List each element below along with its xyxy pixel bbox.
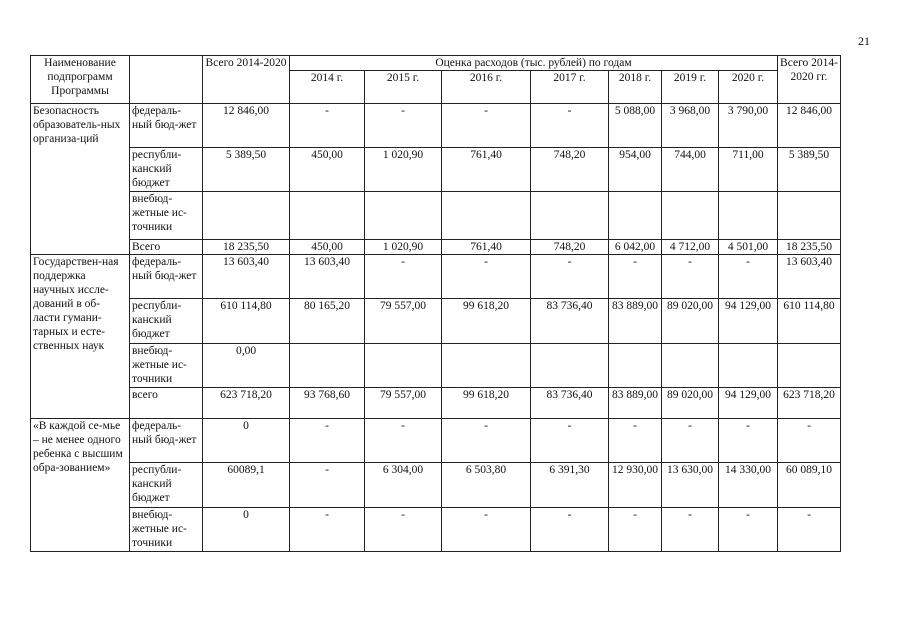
year-value	[365, 344, 442, 388]
total-value: 5 389,50	[203, 148, 290, 192]
year-value: -	[365, 255, 442, 299]
table-row	[31, 388, 841, 419]
year-value: 711,00	[719, 148, 778, 192]
funding-source: внебюд-жетные ис-точники	[130, 192, 203, 240]
year-value: 79 557,00	[365, 299, 442, 344]
table-body	[31, 104, 841, 552]
year-value: 94 129,00	[719, 388, 778, 419]
year-value: -	[365, 508, 442, 552]
year-value: 6 042,00	[609, 240, 662, 255]
year-value: 5 088,00	[609, 104, 662, 148]
year-value: 748,20	[531, 148, 609, 192]
year-value	[662, 192, 719, 240]
year-value: -	[442, 419, 531, 463]
total-value: 13 603,40	[203, 255, 290, 299]
sum-value: 623 718,20	[778, 388, 841, 419]
funding-source: федераль-ный бюд-жет	[130, 255, 203, 299]
sum-value: 13 603,40	[778, 255, 841, 299]
header-name: Наименование подпрограмм Программы	[31, 56, 130, 104]
year-value: 3 790,00	[719, 104, 778, 148]
sum-value: -	[778, 419, 841, 463]
header-year: 2019 г.	[662, 71, 719, 104]
year-value: 94 129,00	[719, 299, 778, 344]
year-value	[531, 192, 609, 240]
year-value: -	[531, 104, 609, 148]
header-year: 2016 г.	[442, 71, 531, 104]
year-value: -	[290, 463, 365, 508]
year-value: 89 020,00	[662, 299, 719, 344]
table-row	[31, 148, 841, 192]
year-value: -	[662, 508, 719, 552]
table-row	[31, 104, 841, 148]
total-value: 18 235,50	[203, 240, 290, 255]
year-value: 13 603,40	[290, 255, 365, 299]
year-value: -	[290, 508, 365, 552]
funding-source: республи-канский бюджет	[130, 299, 203, 344]
year-value: 6 304,00	[365, 463, 442, 508]
table-row	[31, 419, 841, 463]
table-row	[31, 255, 841, 299]
subprogram-name: «В каждой се-мье – не менее одного ребенка с высшим обра-зованием»	[31, 419, 130, 552]
year-value: 79 557,00	[365, 388, 442, 419]
header-year: 2014 г.	[290, 71, 365, 104]
sum-value: -	[778, 508, 841, 552]
year-value	[719, 344, 778, 388]
funding-source: внебюд-жетные ис-точники	[130, 508, 203, 552]
year-value: -	[609, 419, 662, 463]
year-value: -	[531, 255, 609, 299]
header-year: 2018 г.	[609, 71, 662, 104]
year-value: 1 020,90	[365, 240, 442, 255]
funding-source: республи-канский бюджет	[130, 148, 203, 192]
total-value: 0,00	[203, 344, 290, 388]
sum-value	[778, 344, 841, 388]
total-value: 610 114,80	[203, 299, 290, 344]
funding-source: всего	[130, 388, 203, 419]
year-value: -	[719, 508, 778, 552]
year-value: -	[290, 104, 365, 148]
budget-table	[30, 55, 841, 552]
year-value: 3 968,00	[662, 104, 719, 148]
page-number: 21	[858, 34, 870, 48]
year-value: 450,00	[290, 240, 365, 255]
funding-source: внебюд-жетные ис-точники	[130, 344, 203, 388]
year-value	[290, 192, 365, 240]
year-value: -	[662, 255, 719, 299]
year-value: -	[719, 255, 778, 299]
year-value: 93 768,60	[290, 388, 365, 419]
total-value: 0	[203, 419, 290, 463]
year-value: 14 330,00	[719, 463, 778, 508]
year-value	[609, 192, 662, 240]
year-value: 89 020,00	[662, 388, 719, 419]
year-value: -	[365, 419, 442, 463]
year-value: 761,40	[442, 148, 531, 192]
subprogram-name: Безопасность образователь-ных организа-ций	[31, 104, 130, 255]
table-row	[31, 463, 841, 508]
year-value	[609, 344, 662, 388]
year-value: 4 712,00	[662, 240, 719, 255]
total-value	[203, 192, 290, 240]
header-year: 2017 г.	[531, 71, 609, 104]
year-value: -	[719, 419, 778, 463]
sum-value: 5 389,50	[778, 148, 841, 192]
year-value: 99 618,20	[442, 388, 531, 419]
year-value	[290, 344, 365, 388]
year-value: 83 889,00	[609, 388, 662, 419]
year-value: -	[442, 508, 531, 552]
year-value: 6 503,80	[442, 463, 531, 508]
year-value: 12 930,00	[609, 463, 662, 508]
year-value	[365, 192, 442, 240]
year-value: -	[609, 255, 662, 299]
year-value: 13 630,00	[662, 463, 719, 508]
year-value: -	[609, 508, 662, 552]
year-value: 744,00	[662, 148, 719, 192]
year-value: -	[442, 255, 531, 299]
year-value: 83 736,40	[531, 388, 609, 419]
year-value: 99 618,20	[442, 299, 531, 344]
year-value: -	[531, 419, 609, 463]
sum-value: 12 846,00	[778, 104, 841, 148]
year-value	[442, 344, 531, 388]
total-value: 623 718,20	[203, 388, 290, 419]
header-total: Всего 2014-2020	[203, 56, 290, 104]
header-estimate: Оценка расходов (тыс. рублей) по годам	[290, 56, 778, 71]
year-value: -	[442, 104, 531, 148]
total-value: 0	[203, 508, 290, 552]
year-value: -	[365, 104, 442, 148]
year-value: 83 736,40	[531, 299, 609, 344]
year-value: -	[531, 508, 609, 552]
year-value: 761,40	[442, 240, 531, 255]
year-value: 83 889,00	[609, 299, 662, 344]
year-value	[531, 344, 609, 388]
subprogram-name: Государствен-ная поддержка научных иссле-дований в об-ласти гумани-тарных и есте-ственных наук	[31, 255, 130, 419]
header-source	[130, 56, 203, 104]
year-value: 80 165,20	[290, 299, 365, 344]
year-value: 6 391,30	[531, 463, 609, 508]
year-value: 954,00	[609, 148, 662, 192]
funding-source: Всего	[130, 240, 203, 255]
table-row	[31, 508, 841, 552]
sum-value: 610 114,80	[778, 299, 841, 344]
funding-source: республи-канский бюджет	[130, 463, 203, 508]
table-row	[31, 299, 841, 344]
sum-value: 60 089,10	[778, 463, 841, 508]
year-value: 450,00	[290, 148, 365, 192]
year-value: 4 501,00	[719, 240, 778, 255]
table-row	[31, 344, 841, 388]
sum-value	[778, 192, 841, 240]
header-year: 2015 г.	[365, 71, 442, 104]
year-value	[719, 192, 778, 240]
year-value	[662, 344, 719, 388]
year-value: -	[662, 419, 719, 463]
total-value: 60089,1	[203, 463, 290, 508]
sum-value: 18 235,50	[778, 240, 841, 255]
year-value	[442, 192, 531, 240]
year-value: 1 020,90	[365, 148, 442, 192]
header-total-right: Всего 2014-2020 гг.	[778, 56, 841, 104]
table-row	[31, 240, 841, 255]
year-value: -	[290, 419, 365, 463]
year-value: 748,20	[531, 240, 609, 255]
funding-source: федераль-ный бюд-жет	[130, 419, 203, 463]
header-year: 2020 г.	[719, 71, 778, 104]
total-value: 12 846,00	[203, 104, 290, 148]
funding-source: федераль-ный бюд-жет	[130, 104, 203, 148]
table-row	[31, 192, 841, 240]
